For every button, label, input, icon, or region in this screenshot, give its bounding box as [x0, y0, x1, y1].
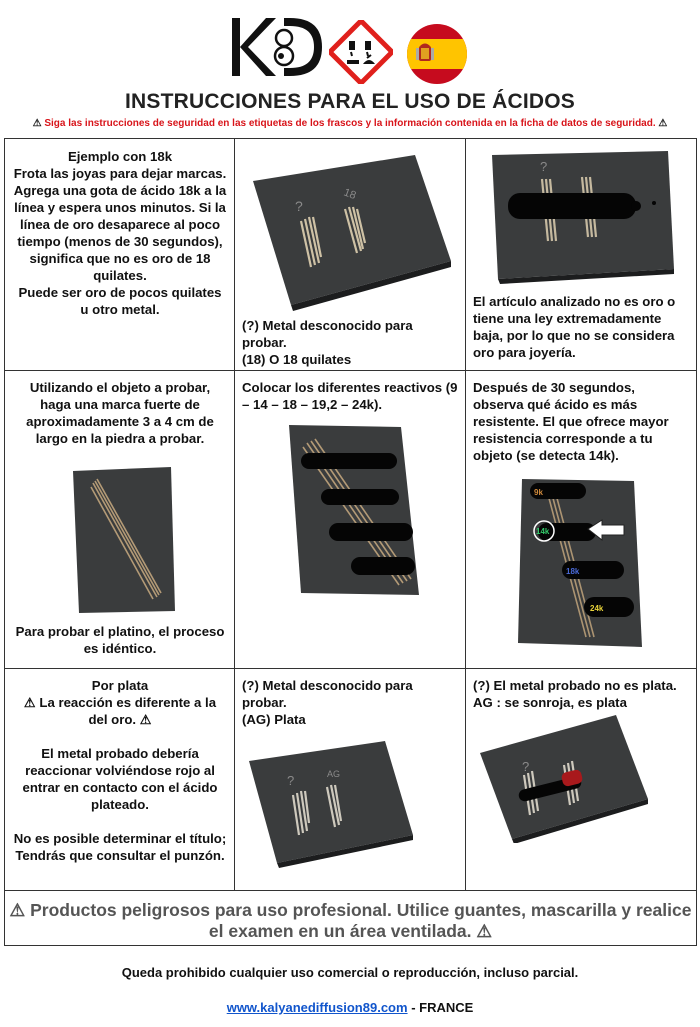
cell-silver-marks	[235, 669, 466, 890]
example-step-rub: Frota las joyas para dejar marcas.	[13, 166, 227, 181]
cell-silver-test	[5, 669, 235, 890]
safety-warning-text: Siga las instrucciones de seguridad en las etiquetas de los frascos y la información contenida en la ficha de datos de seguridad.	[44, 118, 656, 129]
example-title: Ejemplo con 18k	[67, 149, 173, 164]
tag-18k: 18k	[566, 567, 580, 576]
cell-example-18k	[5, 139, 235, 370]
silver-hallmark-note: No es posible determinar el título; Tendrás que consultar el punzón.	[13, 831, 227, 863]
svg-text:?: ?	[522, 759, 530, 774]
warning-icon: ⚠	[32, 118, 42, 129]
cell-silver-result	[466, 669, 696, 890]
cell-observe-result	[466, 371, 696, 668]
platinum-note: Para probar el platino, el proceso es idéntico.	[15, 624, 225, 656]
stone-mark-unknown: ?	[287, 773, 295, 788]
website-link[interactable]: www.kalyanediffusion89.com	[226, 1000, 408, 1015]
tag-14k: 14k	[536, 527, 550, 536]
example-conclusion: Puede ser oro de pocos quilates u otro metal.	[18, 285, 222, 317]
touchstone-photo	[245, 151, 455, 311]
header-logos	[0, 10, 700, 82]
touchstone-result-photo	[516, 477, 646, 649]
cell-result-not-gold	[466, 139, 696, 370]
cell-stone-marks	[235, 139, 466, 370]
make-mark-text: Utilizando el objeto a probar, haga una marca fuerte de aproximadamente 3 a 4 cm de largo en la piedra a probar.	[26, 380, 214, 446]
corrosive-hazard-icon	[329, 20, 393, 84]
reproduction-notice: Queda prohibido cualquier uso comercial o reproducción, incluso parcial.	[121, 965, 579, 980]
warning-icon: ⚠	[658, 118, 668, 129]
touchstone-mark-photo	[71, 465, 177, 615]
stone-mark-ag: AG	[327, 769, 341, 779]
spain-flag-icon	[405, 22, 469, 86]
page-title: INSTRUCCIONES PARA EL USO DE ÁCIDOS	[125, 90, 575, 113]
grid-row-2	[5, 371, 696, 669]
cell-apply-reagents	[235, 371, 466, 668]
result-not-gold-text: El artículo analizado no es oro o tiene una ley extremadamente baja, por lo que no se considera oro para joyería.	[473, 294, 676, 360]
touchstone-acid-photo	[488, 149, 678, 284]
legend-unknown-metal: (?) Metal desconocido para probar.	[242, 318, 413, 350]
touchstone-silver-photo	[247, 739, 417, 869]
observe-result-text: Después de 30 segundos, observa qué ácido es más resistente. El que ofrece mayor resistencia corresponde a tu objeto (se detecta 14k).	[473, 380, 669, 463]
apply-reagents-text: Colocar los diferentes reactivos (9 – 14 – 18 – 19,2 – 24k).	[242, 380, 458, 412]
touchstone-reagents-photo	[283, 423, 423, 598]
instruction-grid	[4, 138, 697, 946]
touchstone-silver-result-photo	[478, 713, 650, 843]
country-label: - FRANCE	[411, 1000, 474, 1015]
silver-result-ag: AG : se sonroja, es plata	[473, 695, 627, 710]
svg-text:?: ?	[540, 159, 548, 174]
tag-24k: 24k	[590, 604, 604, 613]
silver-result-not: (?) El metal probado no es plata.	[473, 678, 677, 693]
stone-mark-18: 18	[341, 186, 358, 203]
silver-warning: ⚠ La reacción es diferente a la del oro. ⚠	[23, 695, 217, 727]
silver-reaction: El metal probado debería reaccionar volviéndose rojo al entrar en contacto con el ácido plateado.	[22, 746, 218, 812]
website-line	[0, 1000, 700, 1015]
legend-18k: (18) O 18 quilates	[242, 352, 352, 367]
silver-title: Por plata	[91, 678, 149, 693]
grid-row-3	[5, 669, 696, 891]
legend-ag: (AG) Plata	[242, 712, 306, 727]
safety-warning	[0, 118, 700, 129]
grid-row-1	[5, 139, 696, 371]
kd89-logo	[228, 16, 324, 78]
cell-make-mark	[5, 371, 235, 668]
grid-row-4	[5, 891, 696, 946]
dangerous-products-warning: ⚠ Productos peligrosos para uso profesional. Utilice guantes, mascarilla y realice el examen en un área ventilada. ⚠	[9, 900, 692, 941]
tag-9k: 9k	[534, 488, 543, 497]
stone-mark-unknown: ?	[295, 198, 303, 214]
legend-unknown-metal-silver: (?) Metal desconocido para probar.	[242, 678, 413, 710]
example-step-acid: Agrega una gota de ácido 18k a la línea y espera unos minutos. Si la línea de oro desaparece al poco tiempo (menos de 30 segundos), significa que no es oro de 18 quilates.	[13, 183, 227, 283]
